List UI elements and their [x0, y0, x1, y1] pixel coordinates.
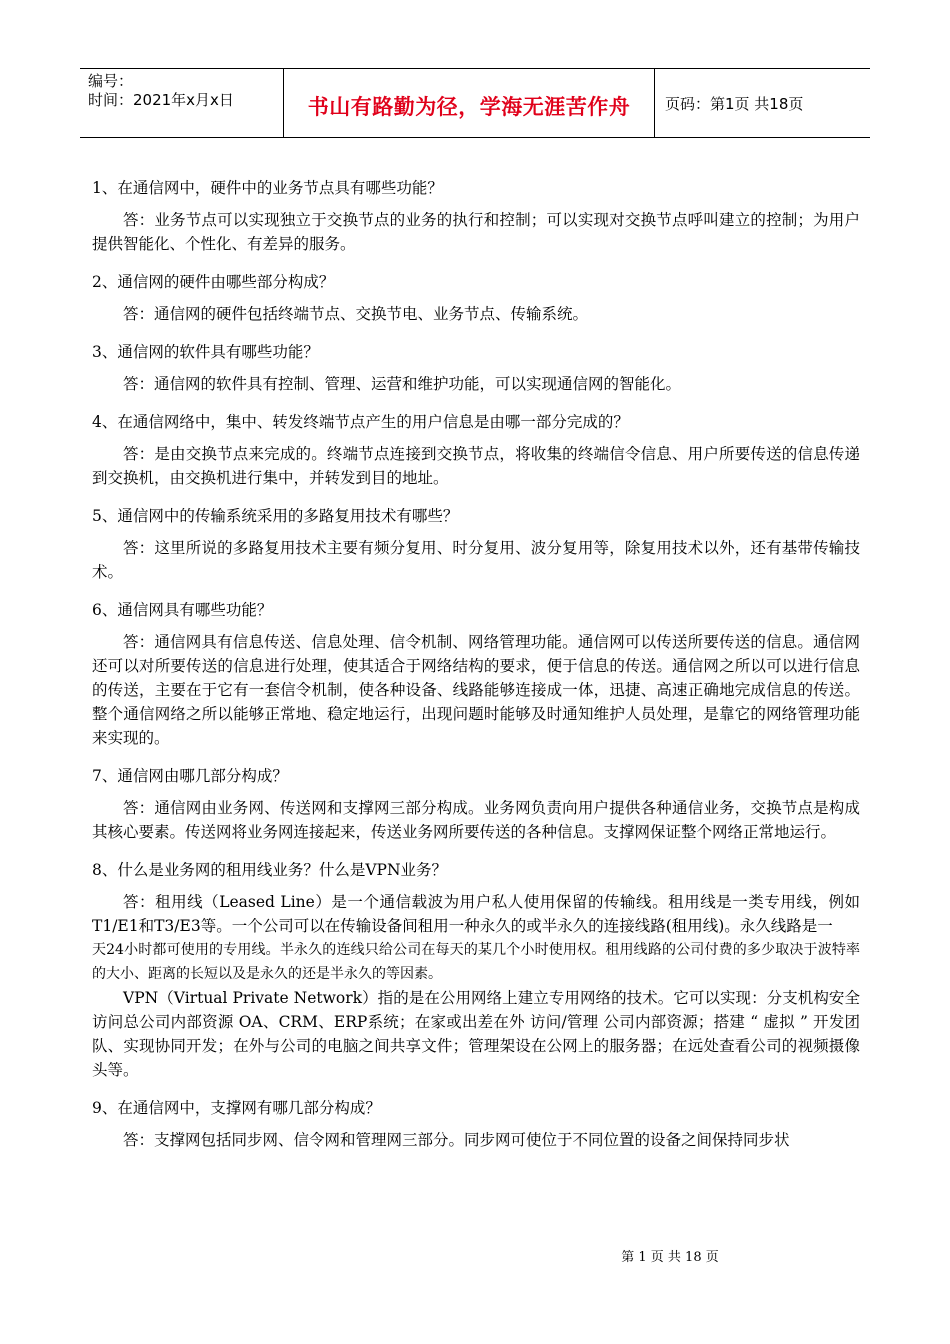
question-8: 8、什么是业务网的租用线业务？什么是VPN业务？	[92, 861, 448, 879]
header-motto-cell	[284, 69, 655, 137]
document-number-label: 编号：	[88, 72, 134, 90]
page-info: 页码：第1页 共18页	[665, 95, 804, 113]
page-footer: 第 1 页 共 18 页	[621, 1250, 719, 1265]
header-page-cell	[655, 69, 870, 137]
question-1: 1、在通信网中，硬件中的业务节点具有哪些功能？	[92, 179, 443, 197]
question-7: 7、通信网由哪几部分构成？	[92, 767, 288, 785]
question-9: 9、在通信网中，支撑网有哪几部分构成？	[92, 1099, 381, 1117]
document-body	[92, 176, 860, 1152]
answer-3: 答：通信网的软件具有控制、管理、运营和维护功能，可以实现通信网的智能化。	[123, 375, 682, 393]
answer-7: 答：通信网由业务网、传送网和支撑网三部分构成。业务网负责向用户提供各种通信业务，交换节点是构成其核心要素。传送网将业务网连接起来，传送业务网所要传送的各种信息。支撑网保证整个网络正常地运行。	[92, 799, 860, 841]
header-info-cell	[80, 69, 284, 137]
answer-5: 答：这里所说的多路复用技术主要有频分复用、时分复用、波分复用等，除复用技术以外，还有基带传输技术。	[92, 539, 860, 581]
answer-1: 答：业务节点可以实现独立于交换节点的业务的执行和控制；可以实现对交换节点呼叫建立的控制；为用户提供智能化、个性化、有差异的服务。	[92, 211, 860, 253]
question-2: 2、通信网的硬件由哪些部分构成？	[92, 273, 335, 291]
header-table	[80, 68, 870, 138]
question-5: 5、通信网中的传输系统采用的多路复用技术有哪些？	[92, 507, 459, 525]
motto-text: 书山有路勤为径，学海无涯苦作舟	[307, 95, 631, 119]
answer-8-leased-line: 答：租用线（Leased Line）是一个通信载波为用户私人使用保留的传输线。租用线是一类专用线，例如T1/E1和T3/E3等。一个公司可以在传输设备间租用一种永久的或半永久的连接线路(租用线)。永久线路是一	[92, 893, 860, 935]
answer-4: 答：是由交换节点来完成的。终端节点连接到交换节点，将收集的终端信令信息、用户所要传送的信息传递到交换机，由交换机进行集中，并转发到目的地址。	[92, 445, 860, 487]
answer-8-vpn: VPN（Virtual Private Network）指的是在公用网络上建立专用网络的技术。它可以实现：分支机构安全访问总公司内部资源 OA、CRM、ERP系统；在家或出差在外 访问/管理 公司内部资源；搭建 “ 虚拟 ” 开发团队、实现协同开发；在外与公司的电脑之间共享文件；管理架设在公网上的服务器；在远处查看公司的视频摄像头等。	[92, 989, 860, 1079]
answer-6: 答：通信网具有信息传送、信息处理、信令机制、网络管理功能。通信网可以传送所要传送的信息。通信网还可以对所要传送的信息进行处理，使其适合于网络结构的要求，便于信息的传送。通信网之所以可以进行信息的传送，主要在于它有一套信令机制，使各种设备、线路能够连接成一体，迅捷、高速正确地完成信息的传送。整个通信网络之所以能够正常地、稳定地运行，出现问题时能够及时通知维护人员处理，是靠它的网络管理功能来实现的。	[92, 633, 860, 747]
question-3: 3、通信网的软件具有哪些功能？	[92, 343, 319, 361]
answer-8-leased-line-cont: 天24小时都可使用的专用线。半永久的连线只给公司在每天的某几个小时使用权。租用线路的公司付费的多少取决于波特率的大小、距离的长短以及是永久的还是半永久的等因素。	[92, 942, 860, 982]
answer-2: 答：通信网的硬件包括终端节点、交换节电、业务节点、传输系统。	[123, 305, 589, 323]
question-6: 6、通信网具有哪些功能？	[92, 601, 273, 619]
document-time-label: 时间：2021年x月x日	[88, 91, 234, 109]
answer-9: 答：支撑网包括同步网、信令网和管理网三部分。同步网可使位于不同位置的设备之间保持同步状	[123, 1131, 790, 1149]
question-4: 4、在通信网络中，集中、转发终端节点产生的用户信息是由哪一部分完成的？	[92, 413, 629, 431]
